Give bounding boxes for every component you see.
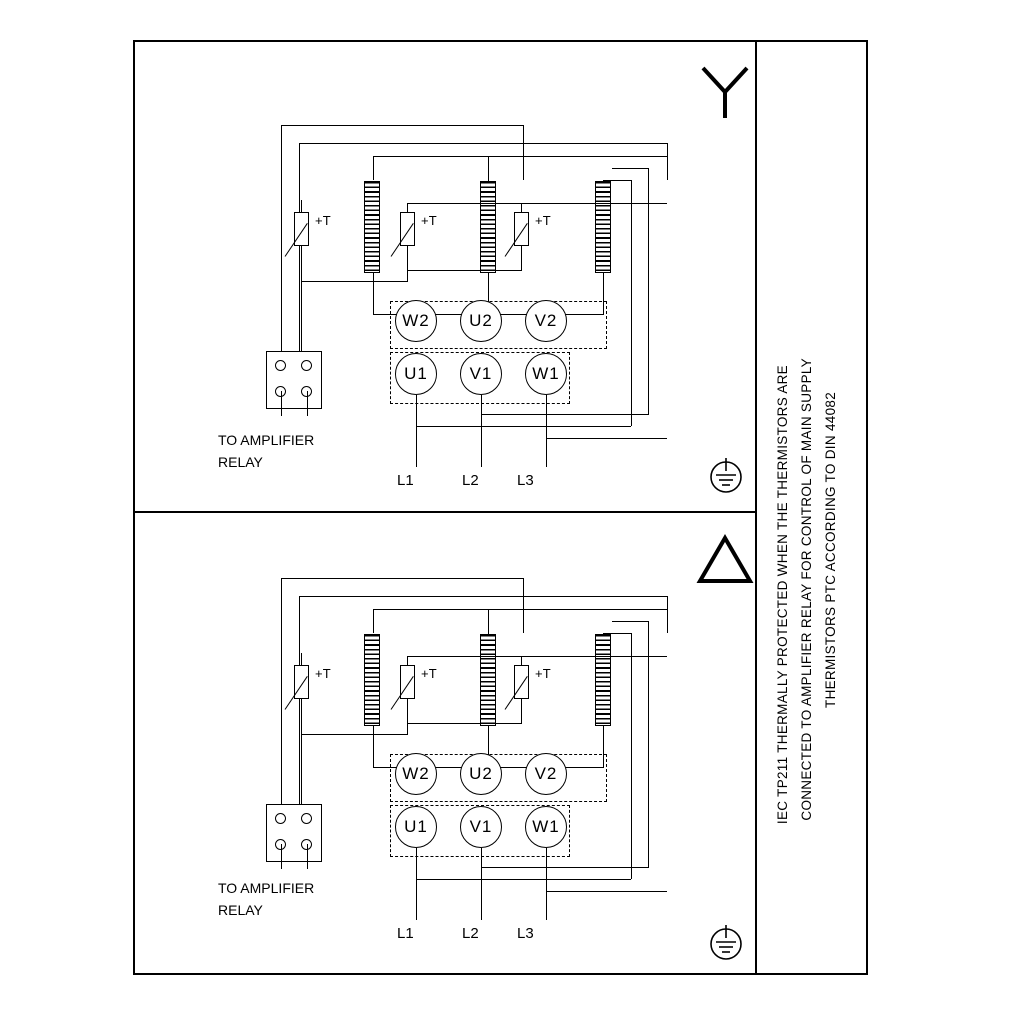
wire: [521, 246, 522, 270]
amplifier-label-line1: TO AMPLIFIER: [218, 432, 315, 448]
wire: [301, 734, 408, 735]
thermistor-label: +T: [421, 213, 437, 228]
wire: [373, 156, 374, 180]
wire: [612, 168, 649, 169]
terminal-v2: V2: [525, 300, 567, 342]
wire: [521, 203, 667, 204]
terminal-u2: U2: [460, 300, 502, 342]
amplifier-connector-block: [266, 804, 322, 862]
terminal-v1: V1: [460, 353, 502, 395]
wire: [307, 391, 308, 416]
wire: [301, 246, 302, 361]
connector-terminal: [275, 813, 286, 824]
wire: [481, 848, 482, 920]
wire: [521, 203, 522, 212]
amplifier-label-line2: RELAY: [218, 902, 263, 918]
wire: [416, 848, 417, 920]
wire: [521, 699, 522, 723]
supply-label-l2: L2: [462, 472, 479, 489]
wire: [373, 726, 374, 767]
thermistor-label: +T: [421, 666, 437, 681]
wire: [546, 438, 667, 439]
supply-label-l1: L1: [397, 472, 414, 489]
wire: [521, 656, 522, 665]
wire: [667, 596, 668, 633]
motor-winding-coil: [480, 181, 496, 273]
note-line-3: THERMISTORS PTC ACCORDING TO DIN 44082: [823, 392, 838, 708]
wire: [281, 844, 282, 869]
thermistor-label: +T: [315, 213, 331, 228]
supply-label-l3: L3: [517, 472, 534, 489]
terminal-w2: W2: [395, 300, 437, 342]
wire: [523, 125, 524, 180]
wire: [407, 723, 522, 724]
thermistor-label: +T: [315, 666, 331, 681]
wire: [281, 578, 524, 579]
delta-triangle-symbol: [695, 533, 755, 588]
wire: [373, 609, 668, 610]
wire: [648, 621, 649, 868]
note-line-1: IEC TP211 THERMALLY PROTECTED WHEN THE THERMISTORS ARE: [775, 365, 790, 825]
connector-terminal: [301, 813, 312, 824]
wire: [407, 246, 408, 281]
wire: [521, 656, 667, 657]
terminal-v1: V1: [460, 806, 502, 848]
amplifier-label-line1: TO AMPLIFIER: [218, 880, 315, 896]
wire: [488, 156, 489, 181]
wire: [667, 143, 668, 180]
wire: [407, 270, 522, 271]
wire: [416, 426, 631, 427]
note-line-2: CONNECTED TO AMPLIFIER RELAY FOR CONTROL OF MAIN SUPPLY: [799, 358, 814, 821]
wire: [299, 143, 300, 361]
wire: [301, 281, 408, 282]
star-connection-panel: [133, 40, 755, 511]
wye-star-symbol: [695, 62, 755, 124]
wire: [373, 609, 374, 633]
wire: [299, 596, 300, 814]
connector-terminal: [301, 360, 312, 371]
terminal-w1: W1: [525, 806, 567, 848]
supply-label-l1: L1: [397, 925, 414, 942]
wire: [481, 867, 648, 868]
connector-terminal: [275, 360, 286, 371]
thermistor-label: +T: [535, 213, 551, 228]
thermistor-label: +T: [535, 666, 551, 681]
wire: [407, 656, 408, 665]
terminal-w1: W1: [525, 353, 567, 395]
supply-label-l2: L2: [462, 925, 479, 942]
earth-ground-symbol: [703, 454, 749, 500]
wire: [481, 395, 482, 467]
wire: [488, 609, 489, 634]
wire: [281, 578, 282, 813]
wire: [301, 200, 302, 212]
wire: [281, 125, 524, 126]
wire: [299, 143, 667, 144]
wire: [603, 180, 632, 181]
wire: [301, 653, 302, 665]
wire: [281, 125, 282, 360]
wire: [546, 395, 547, 467]
wire: [373, 273, 374, 314]
wire: [612, 621, 649, 622]
wire: [631, 633, 632, 879]
motor-winding-coil: [595, 634, 611, 726]
motor-winding-coil: [364, 634, 380, 726]
notes-column: [757, 40, 877, 975]
terminal-u1: U1: [395, 806, 437, 848]
amplifier-label-line2: RELAY: [218, 454, 263, 470]
wire: [416, 879, 631, 880]
motor-winding-coil: [595, 181, 611, 273]
terminal-v2: V2: [525, 753, 567, 795]
wire: [546, 848, 547, 920]
wire: [416, 395, 417, 467]
supply-label-l3: L3: [517, 925, 534, 942]
wire: [407, 699, 408, 734]
delta-connection-panel: [133, 511, 755, 982]
wire: [299, 596, 667, 597]
wire: [648, 168, 649, 415]
wire: [546, 891, 667, 892]
motor-winding-coil: [364, 181, 380, 273]
earth-ground-symbol: [703, 921, 749, 967]
terminal-u2: U2: [460, 753, 502, 795]
wire: [407, 203, 408, 212]
motor-winding-coil: [480, 634, 496, 726]
wire: [307, 844, 308, 869]
wire: [523, 578, 524, 633]
wire: [481, 414, 648, 415]
wire: [407, 656, 524, 657]
terminal-u1: U1: [395, 353, 437, 395]
wire: [603, 633, 632, 634]
wire: [281, 391, 282, 416]
terminal-w2: W2: [395, 753, 437, 795]
wire: [301, 699, 302, 814]
wire: [373, 156, 668, 157]
amplifier-connector-block: [266, 351, 322, 409]
wire: [631, 180, 632, 426]
wire: [407, 203, 524, 204]
